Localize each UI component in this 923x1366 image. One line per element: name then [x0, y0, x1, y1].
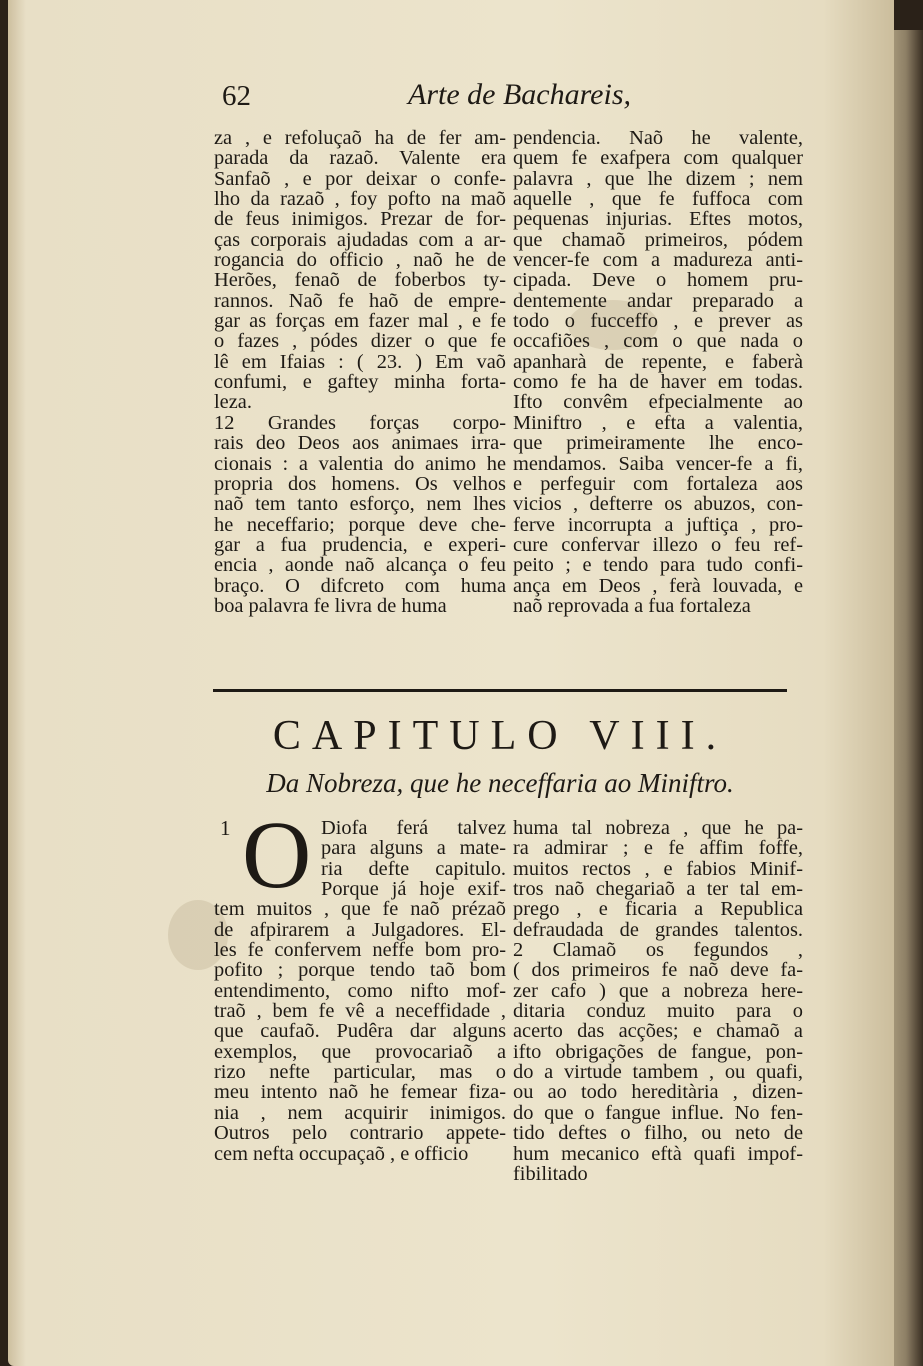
- top-left-column: [214, 128, 506, 616]
- drop-cap: O: [242, 801, 312, 908]
- text-line: traõ , bem fe vê a neceffidade ,: [214, 1000, 506, 1023]
- text-line: ças corporais ajudadas com a ar-: [214, 228, 506, 251]
- text-line: Sanfaõ , e por deixar o confe-: [214, 167, 506, 190]
- text-line: Miniftro , e efta a valentia,: [513, 411, 803, 434]
- text-line: vicios , defterre os abuzos, con-: [513, 493, 803, 516]
- text-line: todo o fucceffo , e prever as: [513, 310, 803, 333]
- bottom-right-column: [513, 818, 803, 1184]
- text-line: vencer-fe com a madureza anti-: [513, 249, 803, 272]
- text-line: do a virtude tambem , ou quafi,: [513, 1061, 803, 1084]
- text-line: como fe ha de haver em todas.: [513, 371, 803, 394]
- text-line: ança em Deos , ferà louvada, e: [513, 574, 803, 597]
- text-line: leza.: [214, 391, 252, 414]
- text-line: ra admirar ; e fe affim foffe,: [513, 837, 803, 860]
- text-line: 2 Clamaõ os fegundos ,: [513, 939, 803, 962]
- text-line: naõ tem tanto esforço, nem lhes: [214, 493, 506, 516]
- text-line: entendimento, como nifto mof-: [214, 979, 506, 1002]
- text-line: ria defte capitulo.: [321, 857, 506, 880]
- chapter-title: CAPITULO VIII.: [272, 713, 728, 759]
- text-line: o fazes , pódes dizer o que fe: [214, 330, 506, 353]
- drop-cap-block: [214, 801, 506, 908]
- text-line: prego , e ficaria a Republica: [513, 898, 803, 921]
- text-line: fibilitado: [513, 1162, 588, 1185]
- text-line: cipada. Deve o homem pru-: [513, 269, 803, 292]
- text-line: gar a fua prudencia, e experi-: [214, 533, 506, 556]
- text-line: pequenas injurias. Eftes motos,: [513, 208, 803, 231]
- running-head: Arte de Bachareis,: [408, 78, 631, 111]
- text-line: para alguns a mate-: [321, 837, 506, 860]
- top-right-column: [513, 128, 803, 616]
- text-line: braço. O difcreto com huma: [214, 574, 506, 597]
- text-line: que chamaõ primeiros, pódem: [513, 228, 803, 251]
- text-line: gar as forças em fazer mal , e fe: [214, 310, 506, 333]
- text-line: cem nefta occupaçaõ , e officio: [214, 1142, 469, 1165]
- page-header: [8, 76, 894, 120]
- text-line: zer cafo ) que a nobreza here-: [513, 979, 803, 1002]
- text-line: tido deftes o filho, ou neto de: [513, 1122, 803, 1145]
- text-line: nia , nem acquirir inimigos.: [214, 1101, 506, 1124]
- text-line: confumi, e gaftey minha forta-: [214, 371, 506, 394]
- text-line: lho da razaõ , foy pofto na maõ: [214, 188, 506, 211]
- text-line: huma tal nobreza , que he pa-: [513, 817, 803, 839]
- text-line: ou ao todo hereditària , dizen-: [513, 1081, 803, 1104]
- text-line: propria dos homens. Os velhos: [214, 472, 506, 495]
- text-line: dentemente andar preparado a: [513, 289, 803, 312]
- book-page: [8, 0, 894, 1366]
- text-line: rizo nefte particular, mas o: [214, 1061, 506, 1084]
- text-line: naõ reprovada a fua fortaleza: [513, 594, 751, 617]
- section-number: 1: [220, 816, 231, 840]
- text-line: lê em Ifaias : ( 23. ) Em vaõ: [214, 350, 506, 373]
- text-line: apanharà de repente, e faberà: [513, 350, 803, 373]
- text-line: Ifto convêm efpecialmente ao: [513, 391, 803, 414]
- text-line: hum mecanico eftà quafi impof-: [513, 1142, 803, 1165]
- text-line: de afpirarem a Julgadores. El-: [214, 918, 506, 941]
- chapter-rule: [213, 689, 787, 692]
- text-line: palavra , que lhe dizem ; nem: [513, 167, 803, 190]
- text-line: ( dos primeiros fe naõ deve fa-: [513, 959, 803, 982]
- text-line: pendencia. Naõ he valente,: [513, 127, 803, 149]
- text-line: rogancia do officio , naõ he de: [214, 249, 506, 272]
- page-number: 62: [222, 80, 251, 112]
- text-line: aquelle , que fe fuffoca com: [513, 188, 803, 211]
- text-line: occafiões , com o que nada o: [513, 330, 803, 353]
- text-line: pofito ; porque tendo taõ bom: [214, 959, 506, 982]
- text-line: ditaria conduz muito para o: [513, 1000, 803, 1023]
- text-line: quem fe exafpera com qualquer: [513, 147, 803, 170]
- text-line: mendamos. Saiba vencer-fe a fi,: [513, 452, 803, 475]
- text-line: de feus inimigos. Prezar de for-: [214, 208, 506, 231]
- text-line: les fe confervem neffe bom pro-: [214, 939, 506, 962]
- text-line: Herões, fenaõ de foberbos ty-: [214, 269, 506, 292]
- text-line: ferve incorrupta a juftiça , pro-: [513, 513, 803, 536]
- text-line: muitos rectos , e fabios Minif-: [513, 857, 803, 880]
- text-line: rais deo Deos aos animaes irra-: [214, 432, 506, 455]
- text-line: que primeiramente lhe enco-: [513, 432, 803, 455]
- bottom-left-column: [214, 801, 506, 1165]
- text-line: Diofa ferá talvez: [321, 817, 506, 839]
- text-line: meu intento naõ he femear fiza-: [214, 1081, 506, 1104]
- text-line: peito ; e tendo para tudo confi-: [513, 554, 803, 577]
- chapter-subtitle: Da Nobreza, que he neceffaria ao Miniftro.: [266, 768, 734, 798]
- text-line: cionais : a valentia do animo he: [214, 452, 506, 475]
- text-line: e perfeguir com fortaleza aos: [513, 472, 803, 495]
- text-line: exemplos, que provocariaõ a: [214, 1040, 506, 1063]
- text-line: Porque já hoje exif-: [321, 878, 506, 901]
- text-line: que caufaõ. Pudêra dar alguns: [214, 1020, 506, 1043]
- text-line: 12 Grandes forças corpo-: [214, 411, 506, 434]
- text-line: parada da razaõ. Valente era: [214, 147, 506, 170]
- text-line: acerto das acções; e chamaõ a: [513, 1020, 803, 1043]
- text-line: Outros pelo contrario appete-: [214, 1122, 506, 1145]
- text-line: ifto obrigações de fangue, pon-: [513, 1040, 803, 1063]
- text-line: boa palavra fe livra de huma: [214, 594, 447, 617]
- body-lines: [214, 899, 506, 1163]
- text-line: cure confervar illezo o feu ref-: [513, 533, 803, 556]
- text-line: tros naõ chegariaõ a ter tal em-: [513, 878, 803, 901]
- text-line: za , e refoluçaõ ha de fer am-: [214, 127, 506, 149]
- text-line: tem muitos , que fe naõ prézaõ: [214, 898, 506, 921]
- text-line: defraudada de grandes talentos.: [513, 918, 803, 941]
- text-line: encia , aonde naõ alcança o feu: [214, 554, 506, 577]
- text-line: rannos. Naõ fe haõ de empre-: [214, 289, 506, 312]
- text-line: he neceffario; porque deve che-: [214, 513, 506, 536]
- text-line: do que o fangue influe. No fen-: [513, 1101, 803, 1124]
